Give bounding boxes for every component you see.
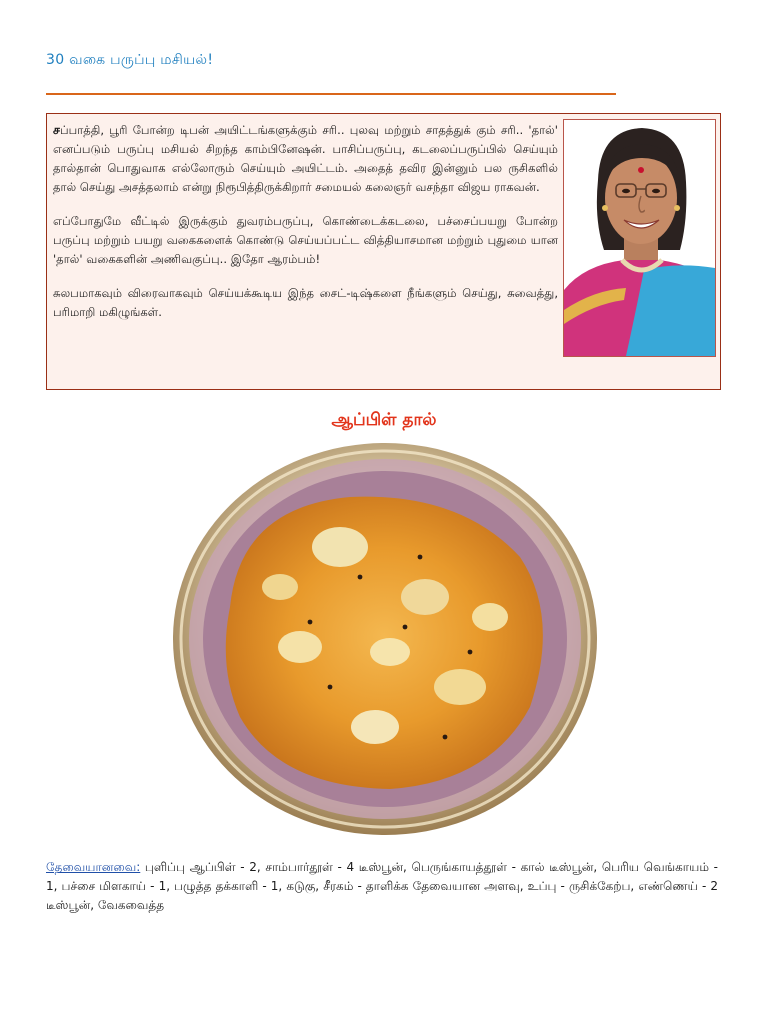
intro-paragraph-3: சுலபமாகவும் விரைவாகவும் செய்யக்கூடிய இந்த சைட்-டிஷ்களை நீங்களும் செய்து, சுவைத்து, பரிமாறி மகிழுங்கள். bbox=[53, 286, 558, 319]
ingredients-label: தேவையானவை: bbox=[46, 860, 141, 874]
intro-box bbox=[46, 113, 721, 390]
recipe-title: ஆப்பிள் தால் bbox=[331, 410, 437, 430]
intro-paragraph-2: எப்போதுமே வீட்டில் இருக்கும் துவரம்பருப்பு, கொண்டைக்கடலை, பச்சைப்பயறு போன்ற பருப்பு மற்றும் பயறு வகைகளைக் கொண்டு செய்யப்பட்ட வித்தியாசமான மற்றும் புதுமை யான 'தால்' வகைகளின் அணிவகுப்பு.. இதோ ஆரம்பம்! bbox=[53, 214, 558, 266]
ingredients-text: புளிப்பு ஆப்பிள் - 2, சாம்பார்தூள் - 4 டீஸ்பூன், பெருங்காயத்தூள் - கால் டீஸ்பூன், பெரிய வெங்காயம் - 1, பச்சை மிளகாய் - 1, பழுத்த தக்காளி - 1, கடுகு, சீரகம் - தாளிக்க தேவையான அளவு, உப்பு - ருசிக்கேற்ப, எண்ணெய் - 2 டீஸ்பூன், வேகவைத்த bbox=[46, 860, 718, 912]
intro-text bbox=[53, 120, 558, 322]
intro-dropcap: ச bbox=[53, 122, 60, 137]
page-header-title: 30 வகை பருப்பு மசியல்! bbox=[46, 52, 214, 68]
ingredients-paragraph bbox=[46, 858, 718, 915]
header-divider bbox=[46, 93, 616, 95]
chef-portrait-icon bbox=[563, 119, 716, 357]
intro-paragraph-1 bbox=[53, 120, 558, 197]
apple-dal-bowl-icon bbox=[160, 437, 610, 842]
intro-paragraph-1-text: ப்பாத்தி, பூரி போன்ற டிபன் அயிட்டங்களுக்கும் சரி.. புலவு மற்றும் சாதத்துக் கும் சரி.. 'தால்' எனப்படும் பருப்பு மசியல் சிறந்த காம்பினேஷன். பாசிப்பருப்பு, கடலைப்பருப்பில் செய்யும் தால்தான் பொதுவாக எல்லோரும் செய்யும் அயிட்டம். அதைத் தவிர இன்னும் பல ருசிகளில் தால் செய்து அசத்தலாம் என்று நிரூபித்திருக்கிறார் சமையல் கலைஞர் வசந்தா விஜய ராகவன். bbox=[53, 123, 558, 194]
